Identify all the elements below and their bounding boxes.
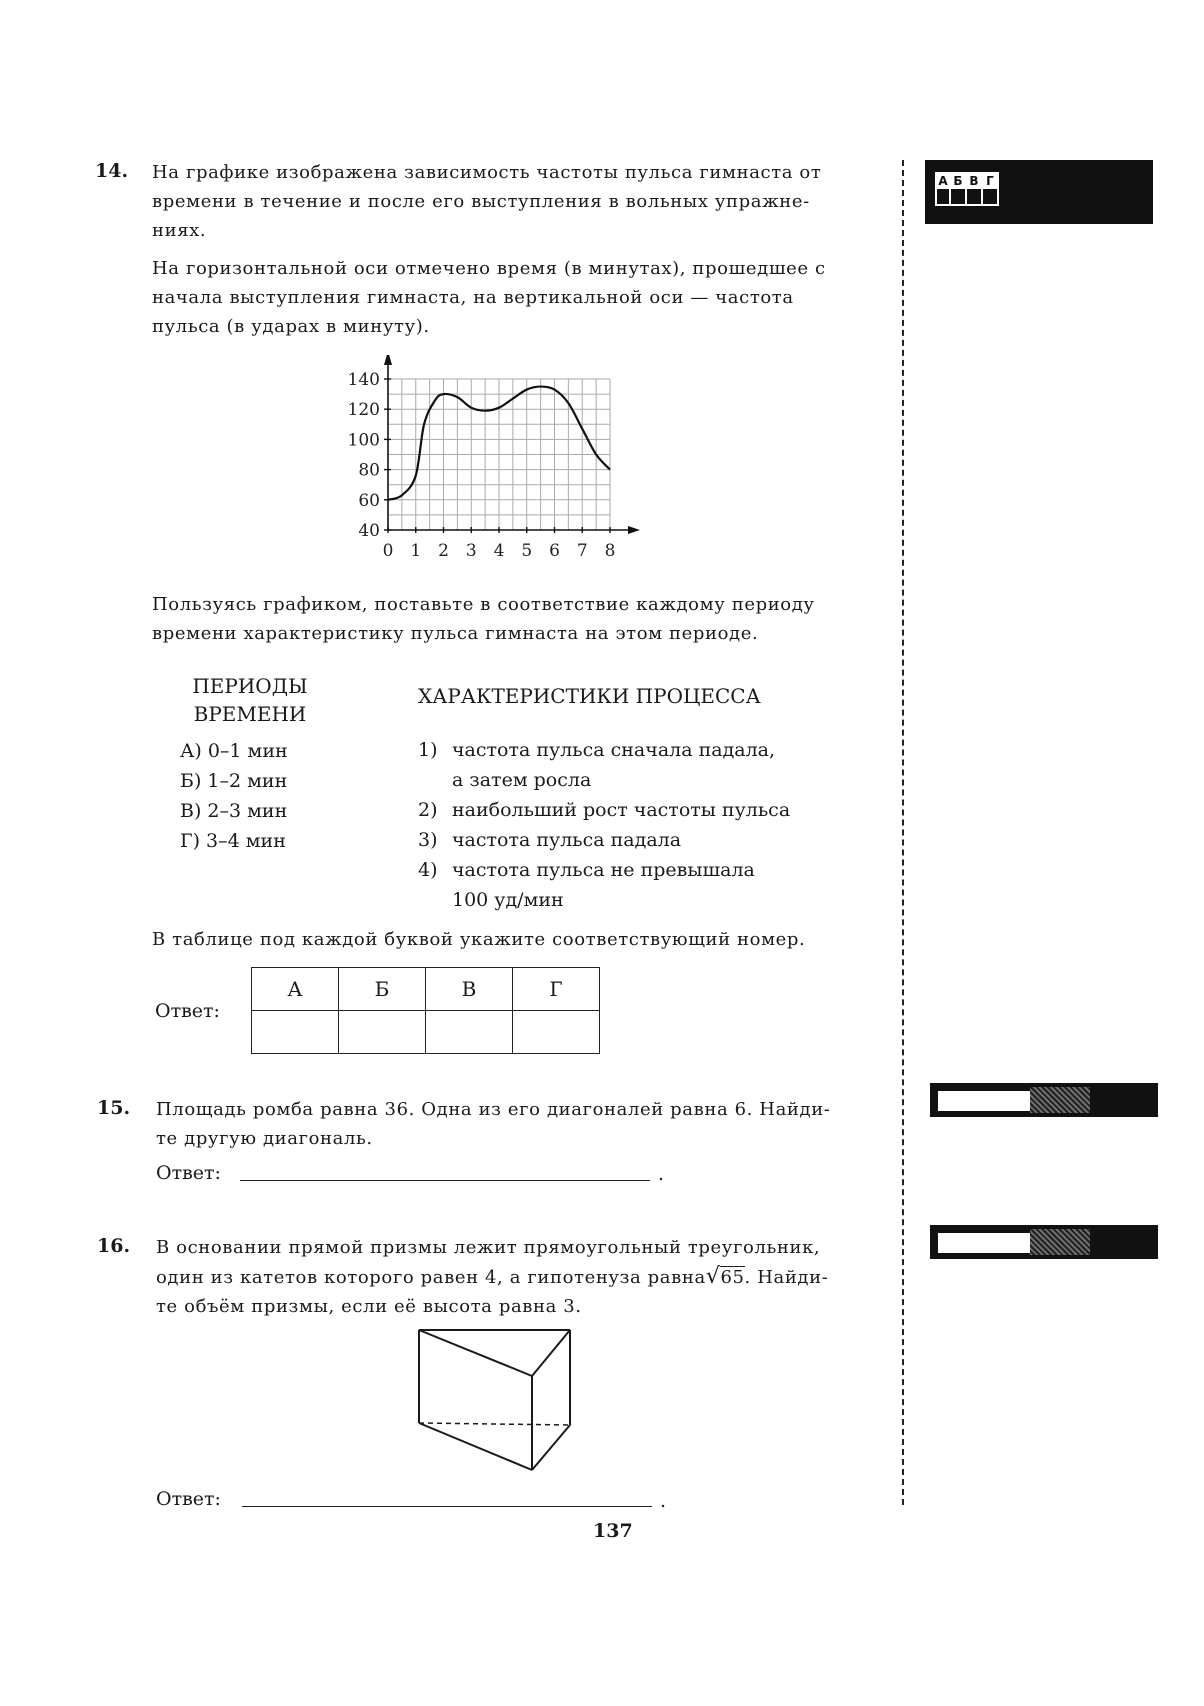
answer-header: Г — [513, 968, 600, 1011]
characteristic-item: 3) частота пульса падала — [418, 829, 682, 851]
period-item: В) 2–3 мин — [180, 800, 288, 822]
x-tick-label: 1 — [410, 541, 422, 561]
answer-cell-g[interactable] — [513, 1011, 600, 1054]
tab-letter: В — [967, 174, 981, 189]
q14-intro: На графике изображена зависимость частоты пульса гимнаста от времени в течение и после его выступления в вольных упражне- ниях. — [152, 162, 822, 241]
question-number-14: 14. — [95, 160, 129, 182]
characteristic-item: 2) наибольший рост частоты пульса — [418, 799, 791, 821]
characteristic-item: 4) частота пульса не превышала 100 уд/мин — [418, 859, 755, 911]
period-item: Г) 3–4 мин — [180, 830, 286, 852]
q16-answer-label: Ответ: — [156, 1488, 221, 1510]
answer-cell-v[interactable] — [426, 1011, 513, 1054]
x-tick-label: 2 — [438, 541, 449, 561]
x-axis-arrow — [628, 526, 640, 534]
q15-dot: . — [658, 1163, 665, 1185]
q14-answer-label: Ответ: — [155, 1000, 220, 1022]
prism-figure — [400, 1320, 600, 1480]
prism-edge — [532, 1425, 570, 1470]
q14-axes-description: На горизонтальной оси отмечено время (в минутах), прошедшее с начала выступления гимнаста, на вертикальной оси — частота пульса (в ударах в минуту). — [152, 258, 826, 337]
periods-header: ПЕРИОДЫ ВРЕМЕНИ — [192, 674, 308, 726]
answer-box-15 — [930, 1083, 1158, 1117]
characteristics-header: ХАРАКТЕРИСТИКИ ПРОЦЕССА — [418, 684, 761, 708]
q16-text: В основании прямой призмы лежит прямоугольный треугольник, один из катетов которого равен 4, а гипотенуза равна√65. Найди- те объём призмы, если её высота равна 3. — [156, 1237, 829, 1317]
period-item: А) 0–1 мин — [180, 740, 288, 762]
pulse-chart — [320, 355, 650, 570]
x-tick-label: 7 — [576, 541, 588, 561]
periods-list — [180, 736, 288, 856]
x-tick-label: 6 — [549, 541, 560, 561]
x-tick-label: 5 — [521, 541, 533, 561]
answer-box-16 — [930, 1225, 1158, 1259]
x-tick-label: 4 — [493, 541, 505, 561]
x-tick-label: 8 — [604, 541, 616, 561]
y-tick-label: 40 — [358, 521, 380, 541]
question-number-15: 15. — [97, 1097, 131, 1119]
y-tick-label: 140 — [347, 370, 380, 390]
q15-answer-label: Ответ: — [156, 1162, 221, 1184]
answer-header: А — [252, 968, 339, 1011]
q15-answer-line[interactable] — [240, 1180, 650, 1181]
tab-letter: Б — [951, 174, 965, 189]
prism-edge — [419, 1330, 532, 1376]
y-tick-label: 60 — [358, 490, 380, 511]
y-tick-label: 100 — [347, 430, 380, 451]
q15-text: Площадь ромба равна 36. Одна из его диагоналей равна 6. Найди- те другую диагональ. — [156, 1099, 831, 1149]
tab-letter: А — [938, 174, 948, 188]
characteristics-list — [418, 735, 878, 915]
q14-answer-table — [251, 967, 600, 1054]
sqrt-sign: √ — [705, 1264, 721, 1289]
prism-edge — [419, 1423, 532, 1470]
q14-task: Пользуясь графиком, поставьте в соответствие каждому периоду времени характеристику пульса гимнаста на этом периоде. — [152, 594, 815, 644]
characteristic-item: 1) частота пульса сначала падала, а затем росла — [418, 739, 776, 791]
prism-edge — [532, 1330, 570, 1376]
y-axis-arrow — [384, 355, 392, 365]
x-tick-label: 0 — [382, 541, 394, 561]
y-tick-label: 80 — [358, 460, 380, 481]
q16-dot: . — [660, 1490, 667, 1512]
q14-instruction: В таблице под каждой буквой укажите соответствующий номер. — [152, 929, 806, 950]
prism-hidden-edge — [419, 1423, 570, 1425]
answer-box-14 — [925, 160, 1153, 224]
question-number-16: 16. — [97, 1235, 131, 1257]
q16-answer-line[interactable] — [242, 1506, 652, 1507]
answer-cell-a[interactable] — [252, 1011, 339, 1054]
period-item: Б) 1–2 мин — [180, 770, 288, 792]
y-tick-label: 120 — [347, 400, 380, 421]
answer-header: Б — [339, 968, 426, 1011]
x-tick-label: 3 — [465, 541, 477, 561]
tab-letter: Г — [983, 174, 997, 189]
page-number: 137 — [593, 1520, 633, 1542]
answer-cell-b[interactable] — [339, 1011, 426, 1054]
answer-header: В — [426, 968, 513, 1011]
cut-line — [902, 160, 904, 1505]
